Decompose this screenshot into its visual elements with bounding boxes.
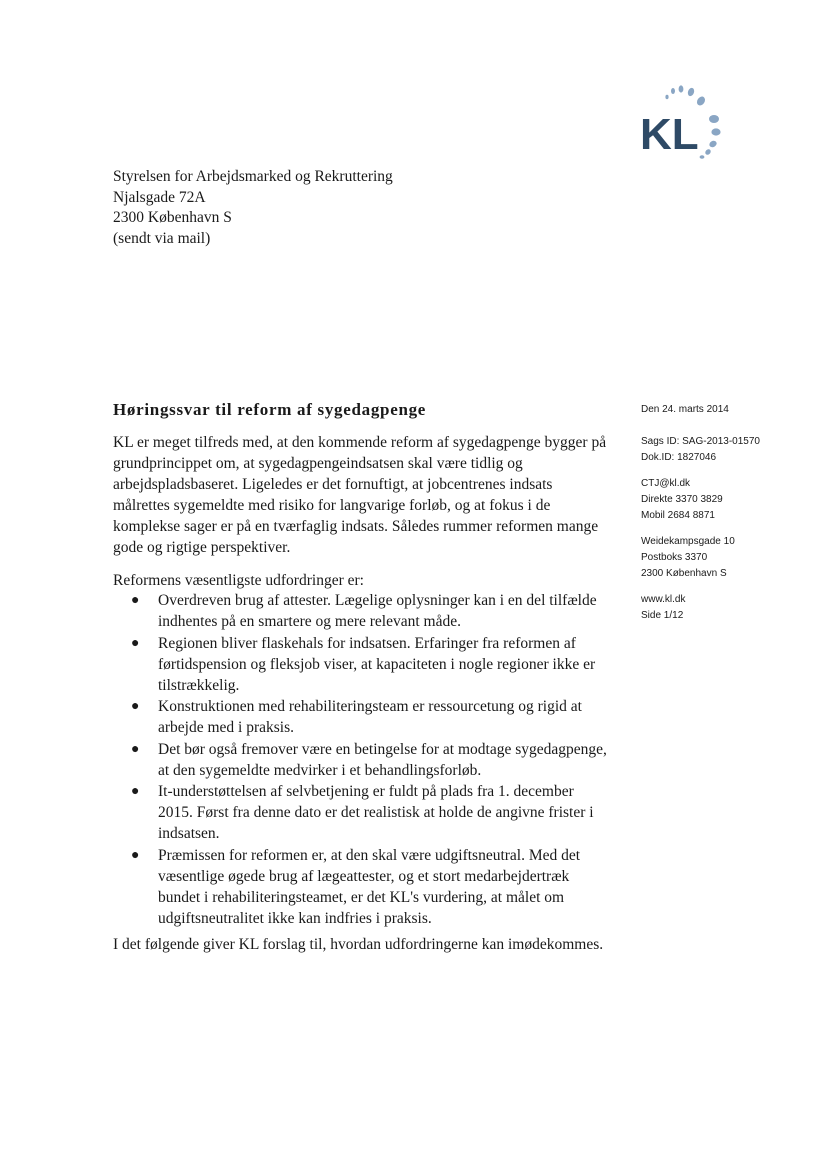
bullet-icon: ● xyxy=(131,593,140,608)
list-item: ● Det bør også fremover være en betingelse for at modtage sygedagpenge, at den sygemeldte medvirker i et behandlingsforløb. xyxy=(131,740,607,779)
svg-text:KL: KL xyxy=(640,110,699,159)
list-item: ● It-understøttelsen af selvbetjening er fuldt på plads fra 1. december 2015. Først fra denne dato er det realistisk at holde de angivne frister i indsatsen. xyxy=(131,783,594,842)
recipient-line: Styrelsen for Arbejdsmarked og Rekruttering xyxy=(113,168,393,185)
bullet-icon: ● xyxy=(131,784,140,799)
bullet-icon: ● xyxy=(131,847,140,863)
direct-phone: Direkte 3370 3829 xyxy=(641,494,723,505)
list-item: ● Konstruktionen med rehabiliteringsteam er ressourcetung og rigid at arbejde med i praksis. xyxy=(131,698,582,736)
recipient-line: (sendt via mail) xyxy=(113,229,211,247)
document-title: Høringssvar til reform af sygedagpenge xyxy=(113,400,427,419)
bullet-icon: ● xyxy=(131,699,140,714)
city: 2300 København S xyxy=(641,568,727,579)
letter-date: Den 24. marts 2014 xyxy=(641,404,729,415)
bullet-icon: ● xyxy=(131,741,140,757)
bullet-icon: ● xyxy=(131,635,140,651)
kl-logo xyxy=(636,84,728,164)
list-item: ● Overdreven brug af attester. Lægelige oplysninger kan i en del tilfælde indhentes på en smartere og mere relevant måde. xyxy=(131,592,597,630)
recipient-address xyxy=(113,167,393,249)
sidebar-info xyxy=(641,402,760,634)
challenges-heading: Reformens væsentligste udfordringer er: xyxy=(113,572,364,589)
recipient-line: 2300 København S xyxy=(113,209,232,226)
challenges-list xyxy=(113,590,611,929)
recipient-line: Njalsgade 72A xyxy=(113,188,206,206)
list-item: ● Præmissen for reformen er, at den skal være udgiftsneutral. Med det væsentlige øgede brug af lægeattester, og et stort medarbejdertræk bundet i rehabiliteringsteamet, er det KL's vurdering, at målet om udgiftsneutralitet ikke kan indfries i praksis. xyxy=(131,846,581,927)
document-id: Dok.ID: 1827046 xyxy=(641,452,717,463)
closing-paragraph: I det følgende giver KL forslag til, hvordan udfordringerne kan imødekommes. xyxy=(113,936,604,953)
website: www.kl.dk xyxy=(641,594,686,605)
po-box: Postboks 3370 xyxy=(641,552,708,563)
street-address: Weidekampsgade 10 xyxy=(641,536,735,547)
page-number: Side 1/12 xyxy=(641,610,684,621)
intro-paragraph: KL er meget tilfreds med, at den kommende reform af sygedagpenge bygger på grundprincippet om, at sygedagpengeindsatsen skal være tidlig og arbejdspladsbaseret. Ligeledes er det fornuftigt, at jobcentrenes indsats målrettes sygemeldte med risiko for langvarige forløb, og at fokus i de komplekse sager er på en tværfaglig indsats. Således rummer reformen mange gode og rigtige perspektiver. xyxy=(113,434,607,556)
case-id: Sags ID: SAG-2013-01570 xyxy=(641,436,760,447)
contact-email: CTJ@kl.dk xyxy=(641,478,691,489)
mobile-phone: Mobil 2684 8871 xyxy=(641,510,715,521)
list-item: ● Regionen bliver flaskehals for indsatsen. Erfaringer fra reformen af førtidspension og fleksjob viser, at kapaciteten i nogle regioner ikke er tilstrækkelig. xyxy=(131,634,596,694)
